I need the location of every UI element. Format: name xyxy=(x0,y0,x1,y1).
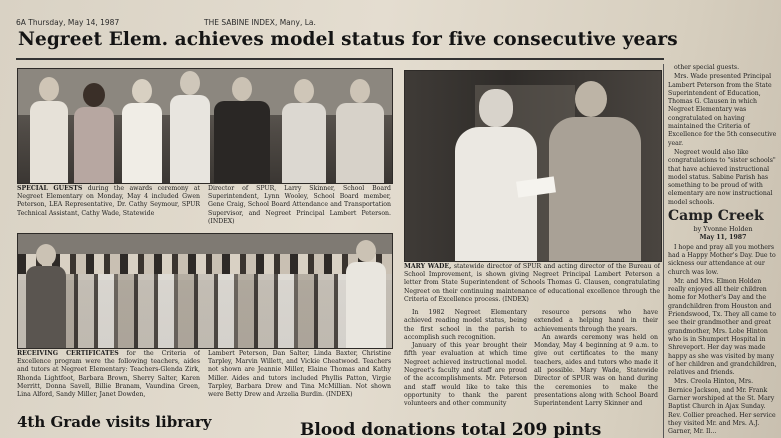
article-column-1 xyxy=(404,309,527,415)
photo2-caption-left-text: for the Criteria of Excellence program were the following teachers, aides and tutors at Negreet Elementary: Teachers-Glenda Zirk, Rhonda Lightfoot, Barbara Brown, Sherry Salter, Karen Merritt, Donna Savell, Billie Branam, Vaundina Green, Lina Alford, Sandy Miller, Janet Dowden, xyxy=(17,350,200,399)
camp-creek-para-3: Mrs. Creola Hinton, Mrs. Bernice Jackson, and Mr. Frank Garner worshiped at the St. Mary Baptist Church in Ajax Sunday. Rev. Collier preached. Her service they visited Mr. and Mrs. A.J. Garner, Mr. Il... xyxy=(668,378,776,436)
main-headline: Negreet Elem. achieves model status for five consecutive years xyxy=(18,29,678,50)
photo2-caption-right-text: Lambert Peterson, Dan Salter, Linda Baxter, Christine Tarpley, Marvin Willett, and Vickie Cheatwood. Teachers not shown are Jeannie Miller, Elaine Thomas and Kathy Miller. Aides and tutors included Phyllis Patton, Virgie Tarpley, Barbara Drew and Tina McMillian. Not shown were Betty Drew and Arzelia Burdin. (INDEX) xyxy=(208,350,391,399)
headline-blood-donations: Blood donations total 209 pints xyxy=(300,420,602,438)
photo1-caption-lead: SPECIAL GUESTS xyxy=(17,185,83,192)
photo1-caption-right-text: Director of SPUR, Larry Skinner, School Board Superintendent, Lynn Wooley, School Board member, Gene Craig, School Board Attendance and Transportation Supervisor, and Negreet Principal Lambert Peterson. (INDEX) xyxy=(208,185,391,225)
camp-creek-byline: by Yvonne Holden xyxy=(693,225,753,234)
headline-library-visit: 4th Grade visits library xyxy=(17,413,212,431)
photo-special-guests xyxy=(17,68,393,184)
photo1-caption-left-text: during the awards ceremony at Negreet Elementary on Monday, May 4 included Gwen Peterson, LEA Representative, Dr. Cathy Seymour, SPUR Technical Assistant, Cathy Wade, Statewide xyxy=(17,185,200,217)
right-col-para-2: Mrs. Wade presented Principal Lambert Peterson from the State Superintendent of Education, Thomas G. Clausen in which Negreet Elementary was congratulated on having maintained the Criteria of Excellence for the 5th consecutive year. xyxy=(668,73,777,147)
photo1-caption-left xyxy=(17,185,200,227)
right-col-para-3: Negreet would also like congratulations to "sister schools" that have achieved instructional model status. Sabine Parish has something to be proud of with elementary are now instructional model schools. xyxy=(668,148,776,206)
camp-creek-para-2: Mr. and Mrs. Elmon Holden really enjoyed all their children home for Mother's Day and the grandchildren from Houston and Friendswood, Tx. They all came to see their grandmother and great grandmother, Mrs. Lobe Hinton who is in Shumpert Hospital in Shreveport. Her day was made happy as she was visited by many of her children and grandchildren, relatives and friends. xyxy=(668,277,777,377)
article-col2-para-2: An awards ceremony was held on Monday, May 4 beginning at 9 a.m. to give out certificates to the many teachers, aides and tutors who made it all possible. Mary Wade, Statewide Director of SPUR was on hand during the ceremonies to make the presentations along with School Board Superintendent Larry Skinner and xyxy=(534,333,658,408)
right-col-para-1: other special guests. xyxy=(674,64,740,71)
camp-creek-title: Camp Creek xyxy=(668,208,764,225)
camp-creek-dateline: May 11, 1987 xyxy=(699,234,747,242)
photo3-caption-text: statewide director of SPUR and acting director of the Bureau of School Improvement, is shown giving Negreet Principal Lambert Peterson a letter from State Superintendent of Schools Thomas G. Clausen, congratulating Negreet on their continuing maintenance of educational excellence through the Criteria of Excellence process. (INDEX) xyxy=(404,263,660,303)
photo2-caption-right xyxy=(208,350,391,410)
headline-rule xyxy=(16,58,664,60)
article-col1-para-2: January of this year brought their fifth year evaluation at which time Negreet achieved instructional model. Negreet's faculty and staff are proud of the accomplishments. Mr. Peterson and staff would like to take this opportunity to thank the parent volunteers and other community xyxy=(404,342,527,408)
photo-receiving-certificates xyxy=(17,233,393,349)
photo3-caption-lead: MARY WADE, xyxy=(404,263,452,270)
right-column xyxy=(668,64,778,438)
article-col1-para-1: In 1982 Negreet Elementary achieved reading model status, being the first school in the parish to accomplish such recognition. xyxy=(404,309,527,341)
article-column-2 xyxy=(534,309,658,415)
photo2-caption-left xyxy=(17,350,200,410)
page-date: 6A Thursday, May 14, 1987 xyxy=(16,18,120,27)
paper-name: THE SABINE INDEX, Many, La. xyxy=(204,18,316,27)
column-rule xyxy=(663,64,664,438)
photo2-caption-lead: RECEIVING CERTIFICATES xyxy=(17,350,119,357)
photo3-caption xyxy=(404,263,660,305)
photo1-caption-right xyxy=(208,185,391,227)
photo-mary-wade-presentation xyxy=(404,70,662,262)
article-col2-para-1: resource persons who have extended a helping hand in their achievements through the years. xyxy=(534,309,658,333)
camp-creek-para-1: I hope and pray all you mothers had a Happy Mother's Day. Due to sickness our attendance at our church was low. xyxy=(668,243,776,276)
